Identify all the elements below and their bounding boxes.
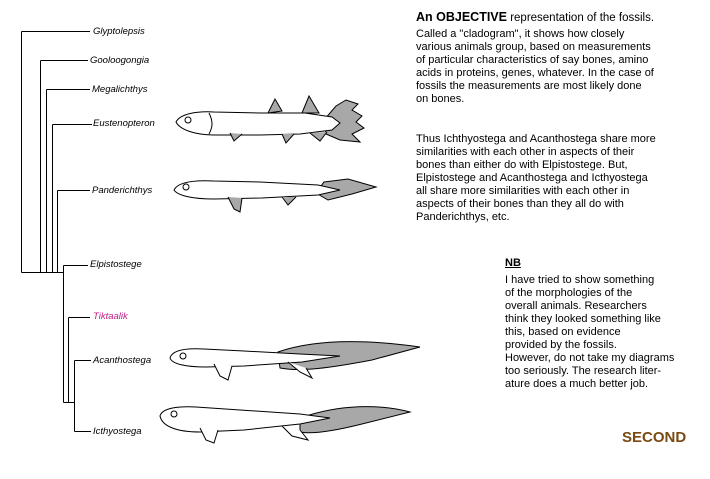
taxon-label-elpistostege: Elpistostege: [90, 259, 142, 270]
icthyostega-front-leg: [200, 428, 218, 443]
taxon-label-panderichthys: Panderichthys: [92, 185, 153, 196]
explanation-paragraph-2: Thus Ichthyostega and Acanthostega share more similarities with each other in aspects of their bones than either do with Elpistostege. But, Elpistostege and Acanthostega and Icthyostega all share more similarities with each other in aspects of their bones than they all do with Panderichthys, etc.: [416, 133, 656, 223]
heading-rest: representation of the fossils.: [507, 12, 655, 24]
explanation-heading: [416, 10, 654, 25]
nb-note: I have tried to show something of the morphologies of the overall animals. Researchers think they looked something like this, based on evidence provided by the fossils. However, do not take my diagrams too seriously. The research liter- ature does a much better job.: [505, 274, 675, 390]
second-label: SECOND: [622, 429, 687, 446]
explanation-paragraph-1: Called a "cladogram", it shows how closely various animals group, based on measurements of particular characteristics of say bones, amino acids in proteins, genes, whatever. In the case of fossils the measurements are most likely done on bones.: [416, 28, 654, 105]
taxon-label-glyptolepsis: Glyptolepsis: [93, 26, 145, 37]
taxon-label-tiktaalik: Tiktaalik: [93, 311, 128, 322]
taxon-label-acanthostega: Acanthostega: [93, 355, 152, 366]
taxon-label-eustenopteron: Eustenopteron: [93, 118, 155, 129]
icthyostega-eye: [171, 411, 177, 417]
nb-title: NB: [505, 257, 521, 269]
taxon-label-megalichthys: Megalichthys: [92, 84, 148, 95]
taxon-label-gooloogongia: Gooloogongia: [90, 55, 150, 66]
heading-emphasis: An OBJECTIVE: [416, 10, 507, 24]
taxon-label-icthyostega: Icthyostega: [93, 426, 142, 437]
